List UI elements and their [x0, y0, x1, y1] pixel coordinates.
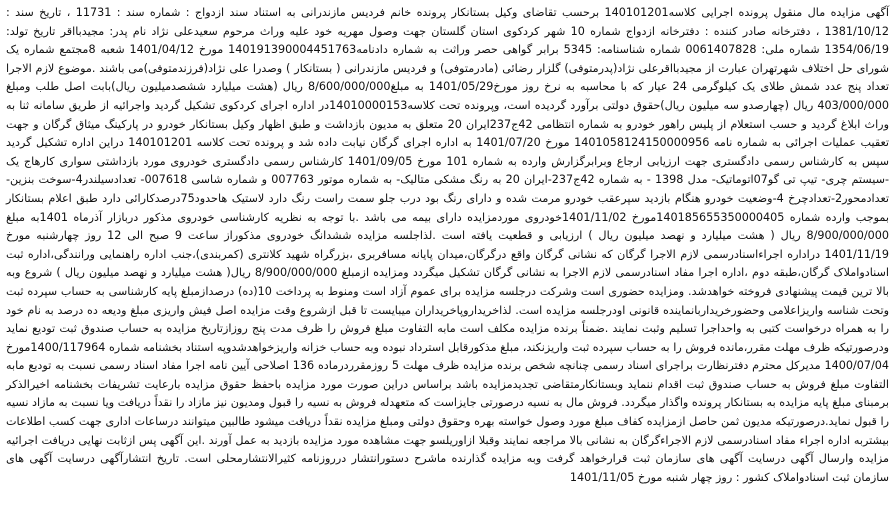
notice-body-text: آگهی مزایده مال منقول پرونده اجرایی کلاسه140101201 برحسب تقاضای وکیل بستانکار پرونده خانم فردیس مازندرانی به استناد سند ازدواج : شماره سند : 11731 ، تاریخ سند : 1381/10/12 ، دفترخانه صادر کننده : دفترخانه ازدواج شماره 10 شهر کردکوی استان گلستان جهت وصول مهریه خود علیه وراث مرحوم سعیدعلی نژاد نام پدر: مجیدبااقر تاریخ تولد: 1354/06/19 شماره ملی: 0061407828 شماره شناسنامه: 5345 برابر گواهی حصر وراثت به شماره دادنامه140191390004451763 مورخ 1401/04/12 شعبه 8مجتمع شماره یک شورای حل اختلاف شهرتهران عبارت از مجیدبااقرعلی نژاد(پدرمتوفی) گلزار رضائی (مادرمتوفی) و فردیس مازندرانی ( بستانکار ) وصدرا علی نژاد(فرزندمتوفی)می باشند .موضوع لازم الاجرا تعداد پنج عدد شمش طلای یک کیلوگرمی 24 عیار که با محاسبه به نرخ روز مورخ1401/05/29 به مبلغ8/600/000/000 ریال (هشت میلیارد ششصدمیلیون ریال)بابت اصل طلب ومبلغ 403/000/000 ریال (چهارصدو سه میلیون ریال)حقوق دولتی برآورد گردیده است، وپرونده تحت کلاسه14010000153در اداره اجرای کردکوی تشکیل گردید واجرائیه از طریق سامانه ثنا به وراث ابلاغ گردید و حسب استعلام از پلیس راهور خودرو به شماره انتظامی 42ج237ایران 20 متعلق به مدیون بازداشت و طبق اظهار وکیل بستانکار خودرو در پارکینگ میثاق گرگان و جهت تعقیب عملیات اجرائی به شماره نامه 1401058124150000956 مورخ 1401/07/20 به اداره اجرای گرگان نیابت داده شد و پرونده تحت کلاسه 140101201 دراین اداره تشکیل گردید سپس به کارشناس رسمی دادگستری جهت ارزیابی ارجاع وبرابرگزارش وارده به شماره 101 مورخ 1401/09/05 کارشناس رسمی دادگستری خودروی مورد بازداشتی سواری کارهاج یک -سیستم چری- تیپ تی گو07اتوماتیک- مدل 1398 - به شماره 42ج237-ایران 20 به رنگ مشکی متالیک- به شماره موتور 007763 و شماره شاسی 007618- تعدادسیلندر4-سوخت بنزین-تعدادمحور2-تعدادچرخ 4-وضعیت خودرو هنگام بازدید سپرعقب خودرو مرمت شده و دارای رنگ بود درب جلو سمت راست رنگ دارد لاستیک هاحدود75درصدکارائی دارد طبق اعلام بستانکار بموجب وارده شماره 140185655350000405مورخ 1401/11/02خودروی موردمزایده دارای بیمه می باشد .با توجه به نظریه کارشناسی خودروی مذکور دربازار آذرماه 1401به مبلغ 8/900/000/000 ریال ( هشت میلیارد و نهصد میلیون ریال ) ارزیابی و قطعیت یافته است .لذاجلسه مزایده ششدانگ خودروی مذکوراز ساعت 9 صبح الی 12 روز چهارشنبه مورخ 1401/11/19 دراداره اجراءاسنادرسمی لازم الاجرا گرگان که نشانی گرگان واقع درگرگان،میدان پایانه مسافربری ،بزرگراه شهید کلانتری (کمربندی)،جنب اداره راهنمایی ورانندگی،اداره ثبت اسنادواملاک گرگان،طبقه دوم ،اداره اجرا مفاد اسنادرسمی لازم الاجرا به نشانی گرگان تشکیل میگردد ومزایده ازمبلغ 8/900/000/000 ریال( هشت میلیارد و نهصد میلیون ریال ) شروع وبه بالا ترین قیمت پیشنهادی فروخته خواهدشد. ومزایده حضوری است وشرکت درجلسه مزایده برای عموم آزاد است ومنوط به پرداخت 10(ده) درصدازمبلغ پایه کارشناسی به حساب سپرده ثبت وتحت شناسه واریزاعلامی وحضورخریداربانماینده قانونی اودرجلسه مزایده است. لذاخریداروپاخریداران میبایست تا قبل ازشروع وقت مزایده اصل فیش واریزی مبلغ ودیعه ده درصد به نام خود را به همراه درخواست کتبی به واحداجرا تسلیم وثبت نمایند .ضمناً برنده مزایده مکلف است مابه التفاوت مبلغ فروش را ظرف مدت پنج روزازتاریخ مزایده به حساب صندوق ثبت تودیع نماید ودرصورتیکه ظرف مهلت مقرر،مانده فروش را به حساب سپرده ثبت واریزنکند، مبلغ مذکورقابل استرداد نبوده وبه حساب خزانه واریزخواهدشدوپه استناد بخشنامه شماره 1400/117964مورخ 1400/07/04 مدیرکل محترم دفترنظارت براجرای اسناد رسمی چنانچه شخص برنده مزایده ظرف مهلت 5 روزمقرردرماده 136 اصلاحی آیین نامه اجرا مفاد اسناد رسمی نسبت به تودیع مابه التفاوت مبلغ فروش به حساب صندوق ثبت اقدام ننماید وبستانکارمتقاضی تجدیدمزایده باشد براساس دراین صورت مورد مزایده باحفظ حقوق مزایده بارعایت تشریفات بخشنامه اخیرالذکر برمبنای مبلغ پایه مزایده به بستانکار پرونده واگذار میگردد. فروش مال به نسیه درصورتی جایزاست که متعهدله فروش به نسیه را قبول ومدیون نیز مازاد را نقداً دریافت ویا نسبت به مازاد نسیه را قبول نماید.درصورتیکه مدیون ثمن حاصل ازمزایده کفاف مبلغ مورد وصول خواسته بهره وحقوق دولتی ومبلغ مزایده نقداً دریافت میشود طالبین میتوانند درساعات اداری جهت کسب اطلاعات بیشتربه اداره اجراء مفاد اسنادرسمی لازم الاجراءگرگان به نشانی بالا مراجعه نمایند وقبلا ازاوریلسو جهت مشاهده مورد مزایده بازدید به عمل آورند .این آگهی پس ازثابت نهایی دریافت اجرائیه مزایده وارسال آگهی درسایت آگهی های سازمان ثبت قرارخواهد گرفت وبه مزایده گذارنده ماشرح دستورانتشار درروزنامه کثیرالانتشارمحلی است. تاریخ انتشارآگهی درسایت آگهی های سازمان ثبت اسنادواملاک کشور : روز چهار شنبه مورخ 1401/11/05	[6, 6, 890, 484]
